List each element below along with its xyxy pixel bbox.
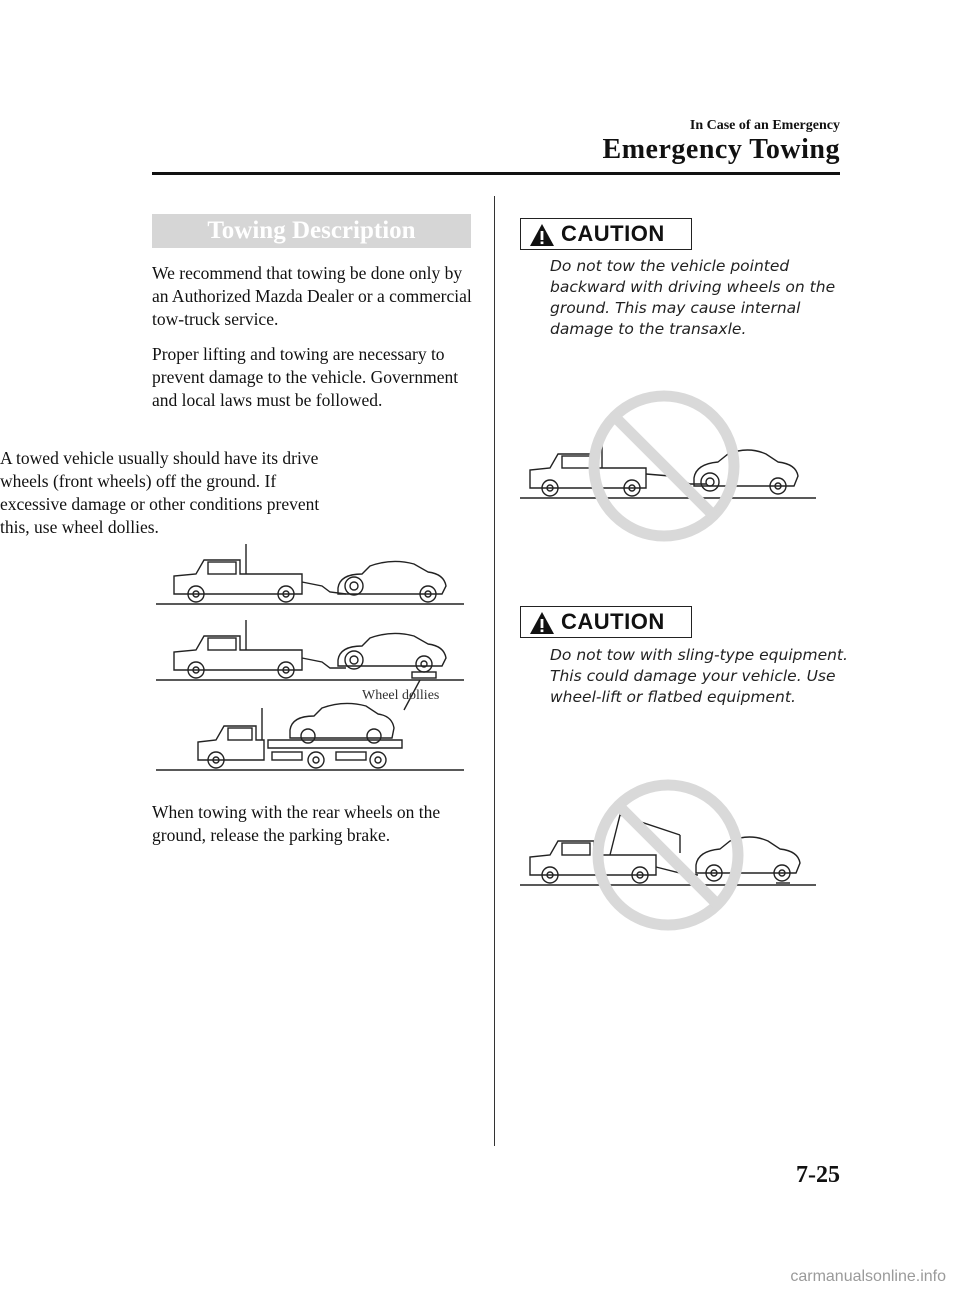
chapter-title: Emergency Towing (602, 134, 840, 165)
section-banner: Towing Description (152, 214, 471, 248)
caution-label: CAUTION (561, 609, 665, 634)
watermark: carmanualsonline.info (790, 1268, 946, 1285)
caution-text-sling-type: Do not tow with sling-type equipment. This could damage your vehicle. Use wheel-lift or flatbed equipment. (550, 646, 848, 706)
warning-triangle-icon (529, 611, 555, 635)
prohibited-sling-towing-illustration (520, 775, 820, 935)
column-divider (494, 196, 495, 1146)
caution-label: CAUTION (561, 221, 665, 246)
paragraph-drive-wheels: A towed vehicle usually should have its drive wheels (front wheels) off the ground. If excessive damage or other conditions prevent this, use wheel dollies. (0, 448, 320, 537)
paragraph-parking-brake: When towing with the rear wheels on the ground, release the parking brake. (152, 802, 441, 845)
wheel-lift-figure (156, 544, 464, 604)
header-rule (152, 172, 840, 175)
paragraph-towing-service: We recommend that towing be done only by an Authorized Mazda Dealer or a commercial tow-truck service. (152, 263, 472, 329)
prohibited-backward-towing-illustration (520, 388, 820, 548)
towing-methods-illustration (152, 542, 468, 782)
page-number: 7-25 (796, 1162, 840, 1188)
caution-badge (520, 606, 692, 638)
caution-text-backward-towing: Do not tow the vehicle pointed backward with driving wheels on the ground. This may cause internal damage to the transaxle. (550, 257, 836, 338)
wheel-dollies-label: Wheel dollies (362, 688, 440, 703)
flatbed-figure (156, 703, 464, 770)
paragraph-proper-lifting: Proper lifting and towing are necessary to prevent damage to the vehicle. Government and local laws must be followed. (152, 344, 459, 410)
caution-badge (520, 218, 692, 250)
prohibition-sign-icon (594, 396, 734, 536)
section-label: In Case of an Emergency (689, 118, 840, 133)
warning-triangle-icon (529, 223, 555, 247)
